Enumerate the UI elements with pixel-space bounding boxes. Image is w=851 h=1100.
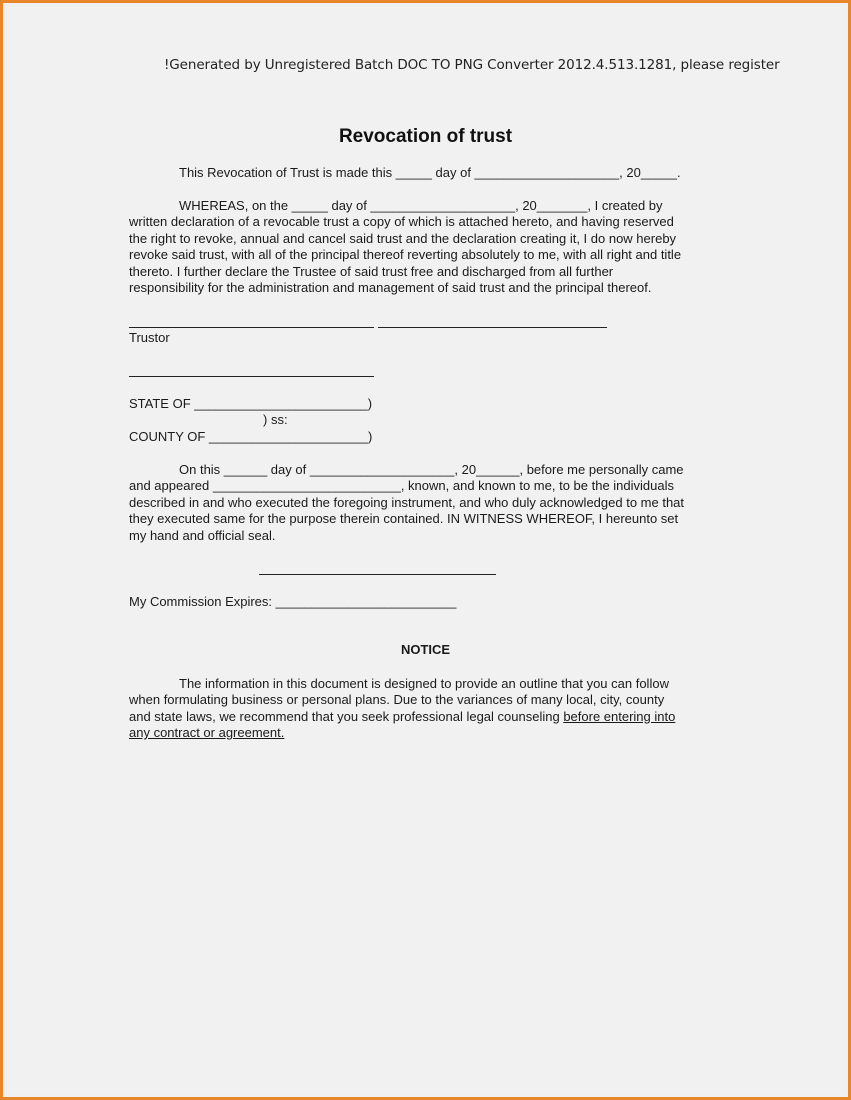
date-signature-line xyxy=(378,327,607,328)
notary-line-3: described in and who executed the foregoing instrument, and who duly acknowledged to me that xyxy=(129,495,685,510)
whereas-line-6: responsibility for the administration and management of said trust and the principal thereof. xyxy=(129,280,652,295)
notary-signature-line xyxy=(259,574,496,575)
notice-line-2: when formulating business or personal plans. Due to the variances of many local, city, county xyxy=(129,692,665,707)
notary-line-5: my hand and official seal. xyxy=(129,528,276,543)
notary-line-2: and appeared __________________________, known, and known to me, to be the individuals xyxy=(129,478,674,493)
witness-signature-line xyxy=(129,376,374,377)
notice-line-3 xyxy=(129,709,675,726)
whereas-line-2: written declaration of a revocable trust a copy of which is attached hereto, and having reserved xyxy=(129,214,674,229)
notice-line-1: The information in this document is designed to provide an outline that you can follow xyxy=(179,676,669,691)
trustor-label: Trustor xyxy=(129,330,170,345)
notice-underlined-text-2: any contract or agreement. xyxy=(129,725,285,740)
converter-watermark: !Generated by Unregistered Batch DOC TO PNG Converter 2012.4.513.1281, please register xyxy=(164,57,780,73)
notice-heading: NOTICE xyxy=(400,642,451,657)
notary-line-4: they executed same for the purpose therein contained. IN WITNESS WHEREOF, I hereunto set xyxy=(129,511,679,526)
whereas-line-1: WHEREAS, on the _____ day of ____________________, 20_______, I created by xyxy=(179,198,663,213)
notary-line-1: On this ______ day of ____________________, 20______, before me personally came xyxy=(179,462,684,477)
whereas-line-4: revoke said trust, with all of the principal thereof reverting absolutely to me, with all right and title xyxy=(129,247,682,262)
trustor-signature-line xyxy=(129,327,374,328)
notice-line-3-text: and state laws, we recommend that you seek professional legal counseling xyxy=(129,709,564,724)
whereas-line-3: the right to revoke, annual and cancel said trust and the declaration creating it, I do now hereby xyxy=(129,231,677,246)
notice-underlined-text-1: before entering into xyxy=(563,709,676,724)
document-title: Revocation of trust xyxy=(338,126,513,147)
state-of-line: STATE OF ________________________) xyxy=(129,396,373,411)
intro-line: This Revocation of Trust is made this _____ day of ____________________, 20_____. xyxy=(179,165,681,180)
commission-expires-line: My Commission Expires: _________________________ xyxy=(129,594,457,609)
whereas-line-5: thereto. I further declare the Trustee of said trust free and discharged from all further xyxy=(129,264,614,279)
county-of-line: COUNTY OF ______________________) xyxy=(129,429,373,444)
ss-line: ) ss: xyxy=(263,412,288,427)
